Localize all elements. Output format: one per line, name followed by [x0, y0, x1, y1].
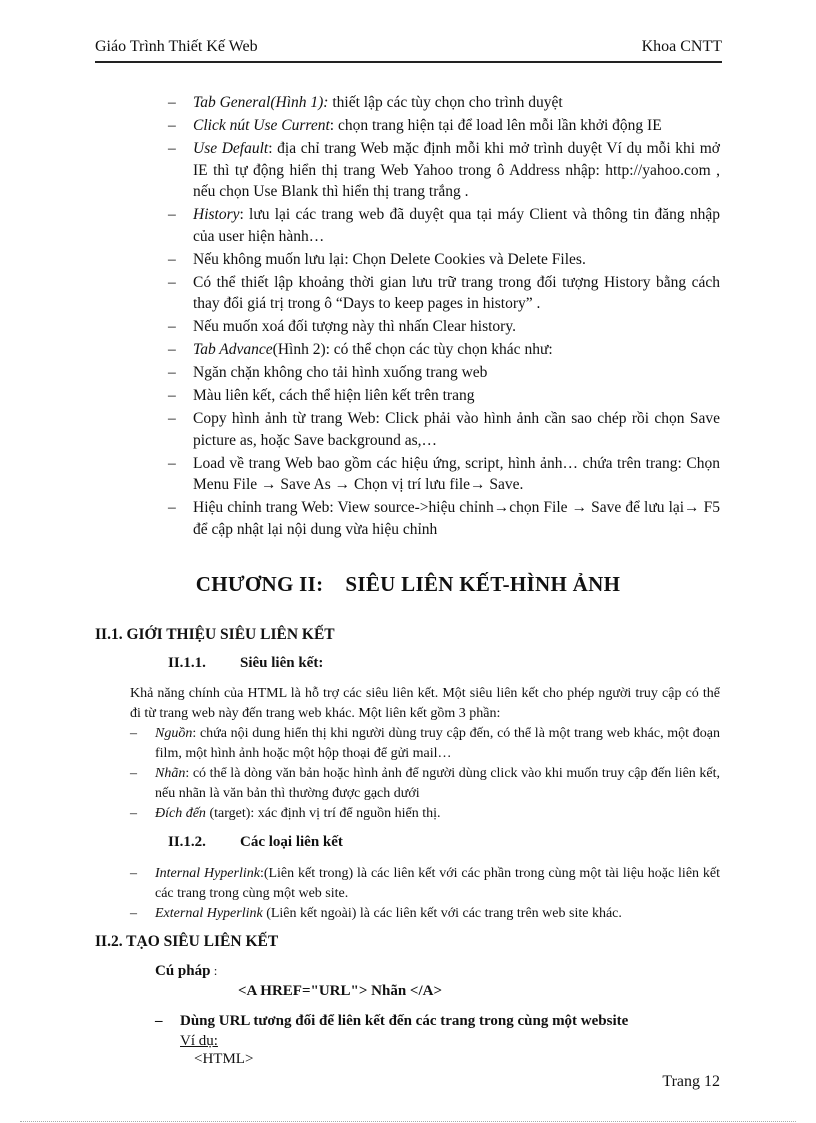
- item-text: thiết lập các tùy chọn cho trình duyệt: [328, 94, 563, 111]
- item-text: Nếu không muốn lưu lại: Chọn Delete Cookies và Delete Files.: [193, 250, 586, 268]
- list-item: [130, 864, 720, 904]
- item-lead: Internal Hyperlink: [155, 866, 260, 881]
- bullet-dash: –: [155, 1013, 163, 1029]
- page-bottom-edge: [20, 1121, 796, 1122]
- rule-text: Dùng URL tương đối để liên kết đến các trang trong cùng một website: [180, 1013, 629, 1029]
- list-item: [168, 316, 720, 338]
- item-text: Hiệu chỉnh trang Web: View source->hiệu chỉnh→chọn File → Save để lưu lại→ F5 để cập nhật lại nội dung vừa hiệu chỉnh: [193, 499, 720, 538]
- subsection-number: II.1.2.: [168, 834, 206, 850]
- list-item: [168, 339, 720, 361]
- item-lead: Use Default: [193, 140, 269, 157]
- item-lead: Nguồn: [155, 726, 193, 741]
- item-lead: Tab Advance: [193, 341, 273, 358]
- list-item: [168, 497, 720, 540]
- subsection-title: Các loại liên kết: [240, 834, 343, 850]
- item-text: : địa chỉ trang Web mặc định mỗi khi mở trình duyệt Ví dụ mỗi khi mở IE thì tự động hiển thị trang Web Yahoo trong ô Address nhập: http://yahoo.com , nếu chọn Use Blank thì hiển thị trang trắng .: [193, 140, 720, 200]
- list-item: [168, 408, 720, 451]
- link-types-list: [130, 864, 720, 924]
- list-item: [168, 362, 720, 384]
- bullet-dash: –: [130, 866, 137, 881]
- item-text: Nếu muốn xoá đối tượng này thì nhấn Clear history.: [193, 318, 516, 335]
- item-text: : chọn trang hiện tại để load lên mỗi lần khởi động IE: [329, 117, 662, 134]
- chapter-title: [0, 572, 816, 597]
- item-text: Màu liên kết, cách thể hiện liên kết trên trang: [193, 387, 475, 404]
- bullet-dash: –: [130, 906, 137, 921]
- header-course-title: Giáo Trình Thiết Kế Web: [95, 38, 258, 55]
- bullet-dash: –: [168, 341, 176, 358]
- list-item: [168, 115, 720, 137]
- list-item: [168, 249, 720, 271]
- syntax-label: [155, 963, 217, 980]
- bullet-dash: –: [168, 273, 176, 291]
- item-lead: Tab General(Hình 1):: [193, 94, 329, 111]
- list-item: [130, 904, 720, 924]
- subsection-heading-1: [168, 655, 323, 672]
- item-text: (Hình 2): có thể chọn các tùy chọn khác như:: [272, 341, 553, 358]
- bullet-dash: –: [168, 250, 176, 268]
- item-lead: Click nút Use Current: [193, 117, 330, 134]
- syntax-colon: :: [210, 963, 218, 978]
- bullet-dash: –: [168, 206, 176, 223]
- list-item: [168, 453, 720, 496]
- hyperlink-intro-paragraph: Khả năng chính của HTML là hỗ trợ các siêu liên kết. Một siêu liên kết cho phép người truy cập có thể đi từ trang web này đến trang web khác. Một liên kết gồm 3 phần:: [130, 686, 720, 721]
- bullet-dash: –: [168, 410, 176, 427]
- item-text: Copy hình ảnh từ trang Web: Click phải vào hình ảnh cần sao chép rồi chọn Save picture as, hoặc Save background as,…: [193, 410, 720, 449]
- bullet-dash: –: [168, 387, 176, 404]
- bullet-dash: –: [168, 117, 176, 134]
- header-rule: [95, 61, 722, 63]
- item-text: Ngăn chặn không cho tải hình xuống trang web: [193, 364, 488, 381]
- bullet-dash: –: [168, 318, 176, 335]
- item-lead: History: [193, 206, 240, 223]
- list-item: [168, 385, 720, 407]
- bullet-dash: –: [168, 364, 176, 381]
- section-heading-1: II.1. GIỚI THIỆU SIÊU LIÊN KẾT: [95, 626, 335, 643]
- list-item: [130, 764, 720, 804]
- item-text: (Liên kết ngoài) là các liên kết với các trang trên web site khác.: [262, 906, 622, 921]
- header-department: Khoa CNTT: [641, 38, 722, 55]
- syntax-label-text: Cú pháp: [155, 963, 211, 979]
- subsection-number: II.1.1.: [168, 655, 206, 671]
- item-lead: External Hyperlink: [155, 906, 263, 921]
- item-text: : lưu lại các trang web đã duyệt qua tại máy Client và thông tin đăng nhập của user hiện hành…: [193, 206, 720, 245]
- list-item: [130, 804, 720, 824]
- bullet-dash: –: [130, 766, 137, 781]
- section-heading-2: II.2. TẠO SIÊU LIÊN KẾT: [95, 933, 279, 950]
- browser-options-list: [168, 92, 720, 542]
- item-text: (target): xác định vị trí để nguồn hiển thị.: [205, 806, 441, 821]
- item-text: : có thể là dòng văn bản hoặc hình ảnh để người dùng click vào khi muốn truy cập đến liên kết, nếu nhãn là văn bản thì thường được gạch dưới: [155, 766, 720, 801]
- list-item: [130, 724, 720, 764]
- list-item: [168, 138, 720, 203]
- item-lead: Đích đến: [155, 806, 206, 821]
- page-number: Trang 12: [662, 1073, 720, 1090]
- subsection-heading-2: [168, 834, 343, 851]
- syntax-code: <A HREF="URL"> Nhãn </A>: [238, 983, 443, 999]
- bullet-dash: –: [168, 499, 176, 516]
- example-label: Ví dụ:: [180, 1033, 218, 1049]
- item-text: :(Liên kết trong) là các liên kết với các phần trong cùng một tài liệu hoặc liên kết các trang trong cùng một web site.: [155, 866, 720, 901]
- page-header: [95, 38, 722, 60]
- item-lead: Nhãn: [155, 766, 186, 781]
- list-item: [168, 204, 720, 247]
- link-parts-list: [130, 724, 720, 824]
- subsection-title: Siêu liên kết:: [240, 655, 324, 671]
- chapter-name: SIÊU LIÊN KẾT-HÌNH ẢNH: [345, 572, 621, 596]
- bullet-dash: –: [130, 806, 137, 821]
- item-text: Load về trang Web bao gồm các hiệu ứng, script, hình ảnh… chứa trên trang: Chọn Menu File → Save As → Chọn vị trí lưu file→ Save.: [193, 454, 720, 493]
- rule-item: [155, 1013, 628, 1030]
- bullet-dash: –: [168, 140, 176, 157]
- item-text: Có thể thiết lập khoảng thời gian lưu trữ trang trong đối tượng History bằng cách thay đổi giá trị trong ô “Days to keep pages in history” .: [193, 273, 720, 312]
- example-code-line: <HTML>: [194, 1051, 254, 1067]
- chapter-number: CHƯƠNG II:: [195, 572, 324, 596]
- list-item: [168, 92, 720, 114]
- item-text: : chứa nội dung hiển thị khi người dùng truy cập đến, có thể là một trang web khác, một đoạn film, một hình ảnh hoặc một hộp thoại để gửi mail…: [155, 726, 720, 761]
- bullet-dash: –: [130, 726, 137, 741]
- bullet-dash: –: [168, 454, 176, 472]
- list-item: [168, 272, 720, 315]
- bullet-dash: –: [168, 94, 176, 111]
